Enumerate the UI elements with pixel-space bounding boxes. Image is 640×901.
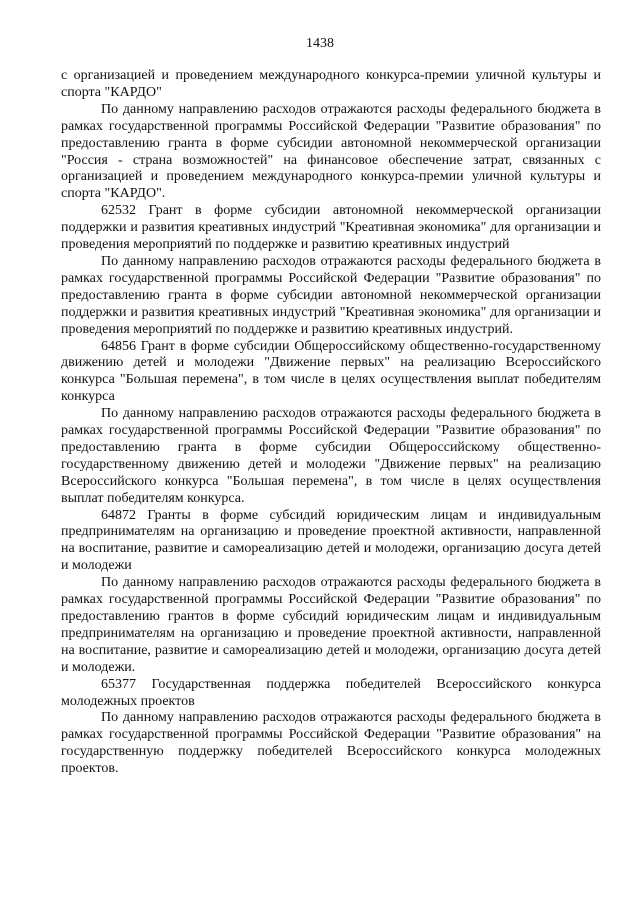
paragraph-code-64872: 64872 Гранты в форме субсидий юридическим лицам и индивидуальным предпринимателям на организацию и проведение проектной активности, направленной на воспитание, развитие и самореализацию детей и молодежи, организацию досуга детей и молодежи xyxy=(61,507,601,574)
paragraph-description-62532: По данному направлению расходов отражаются расходы федерального бюджета в рамках государственной программы Российской Федерации "Развитие образования" по предоставлению гранта в форме субсидии автономной некоммерческой организации поддержки и развития креативных индустрий "Креативная экономика" для организации и проведения мероприятий по поддержке и развитию креативных индустрий. xyxy=(61,253,601,337)
paragraph-code-64856: 64856 Грант в форме субсидии Общероссийскому общественно-государственному движению детей и молодежи "Движение первых" на реализацию Всероссийского конкурса "Большая перемена", в том числе в целях осуществления выплат победителям конкурса xyxy=(61,338,601,405)
paragraph-description-kardo: По данному направлению расходов отражаются расходы федерального бюджета в рамках государственной программы Российской Федерации "Развитие образования" по предоставлению гранта в форме субсидии автономной некоммерческой организации "Россия - страна возможностей" на финансовое обеспечение затрат, связанных с организацией и проведением международного конкурса-премии уличной культуры и спорта "КАРДО". xyxy=(61,101,601,202)
document-body xyxy=(61,68,601,778)
paragraph-description-64856: По данному направлению расходов отражаются расходы федерального бюджета в рамках государственной программы Российской Федерации "Развитие образования" по предоставлению гранта в форме субсидии Общероссийскому общественно-государственному движению детей и молодежи "Движение первых" на реализацию Всероссийского конкурса "Большая перемена", в том числе в целях осуществления выплат победителям конкурса. xyxy=(61,406,601,506)
page-number: 1438 xyxy=(306,36,334,51)
paragraph-continuation: с организацией и проведением международного конкурса-премии уличной культуры и спорта "КАРДО" xyxy=(61,68,601,100)
paragraph-description-64872: По данному направлению расходов отражаются расходы федерального бюджета в рамках государственной программы Российской Федерации "Развитие образования" по предоставлению грантов в форме субсидий юридическим лицам и индивидуальным предпринимателям на организацию и проведение проектной активности, направленной на воспитание, развитие и самореализацию детей и молодежи, организацию досуга детей и молодежи. xyxy=(61,575,601,675)
paragraph-code-65377: 65377 Государственная поддержка победителей Всероссийского конкурса молодежных проектов xyxy=(61,676,601,709)
paragraph-description-65377: По данному направлению расходов отражаются расходы федерального бюджета в рамках государственной программы Российской Федерации "Развитие образования" на государственную поддержку победителей Всероссийского конкурса молодежных проектов. xyxy=(61,710,601,777)
paragraph-code-62532: 62532 Грант в форме субсидии автономной некоммерческой организации поддержки и развития креативных индустрий "Креативная экономика" для организации и проведения мероприятий по поддержке и развитию креативных индустрий xyxy=(61,203,601,253)
